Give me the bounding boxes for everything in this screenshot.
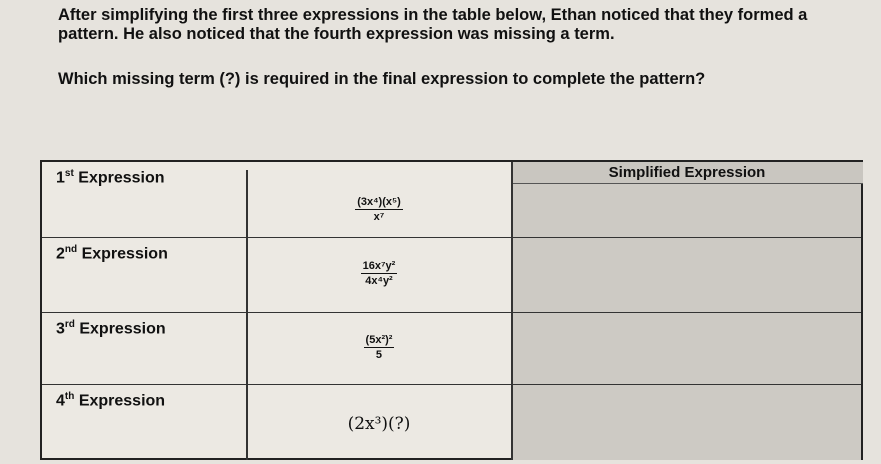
- column-divider: [511, 162, 513, 460]
- row-label: 2nd Expression: [56, 244, 168, 263]
- simplified-expression-header: Simplified Expression: [511, 162, 863, 184]
- question-paragraph: Which missing term (?) is required in the final expression to complete the pattern?: [58, 70, 706, 88]
- row-label: 4th Expression: [56, 391, 166, 410]
- row-label: 3rd Expression: [56, 319, 166, 338]
- expression-3: $\frac{\text{(5x²)²}}{5}$: [365, 334, 393, 361]
- expressions-table: [40, 160, 863, 460]
- expression-1: $\frac{\text{(3x⁴)(x⁵)}}{\text{x⁷}}$: [357, 196, 401, 223]
- row-label: 1st Expression: [56, 168, 165, 187]
- intro-paragraph: After simplifying the first three expressions in the table below, Ethan noticed that they formed a pattern. He also noticed that the fourth expression was missing a term.: [58, 6, 808, 43]
- expression-4: (2x³)(?): [347, 414, 411, 434]
- expression-2: $\frac{\text{16x⁷y²}}{\text{4x⁴y²}}$: [362, 260, 396, 287]
